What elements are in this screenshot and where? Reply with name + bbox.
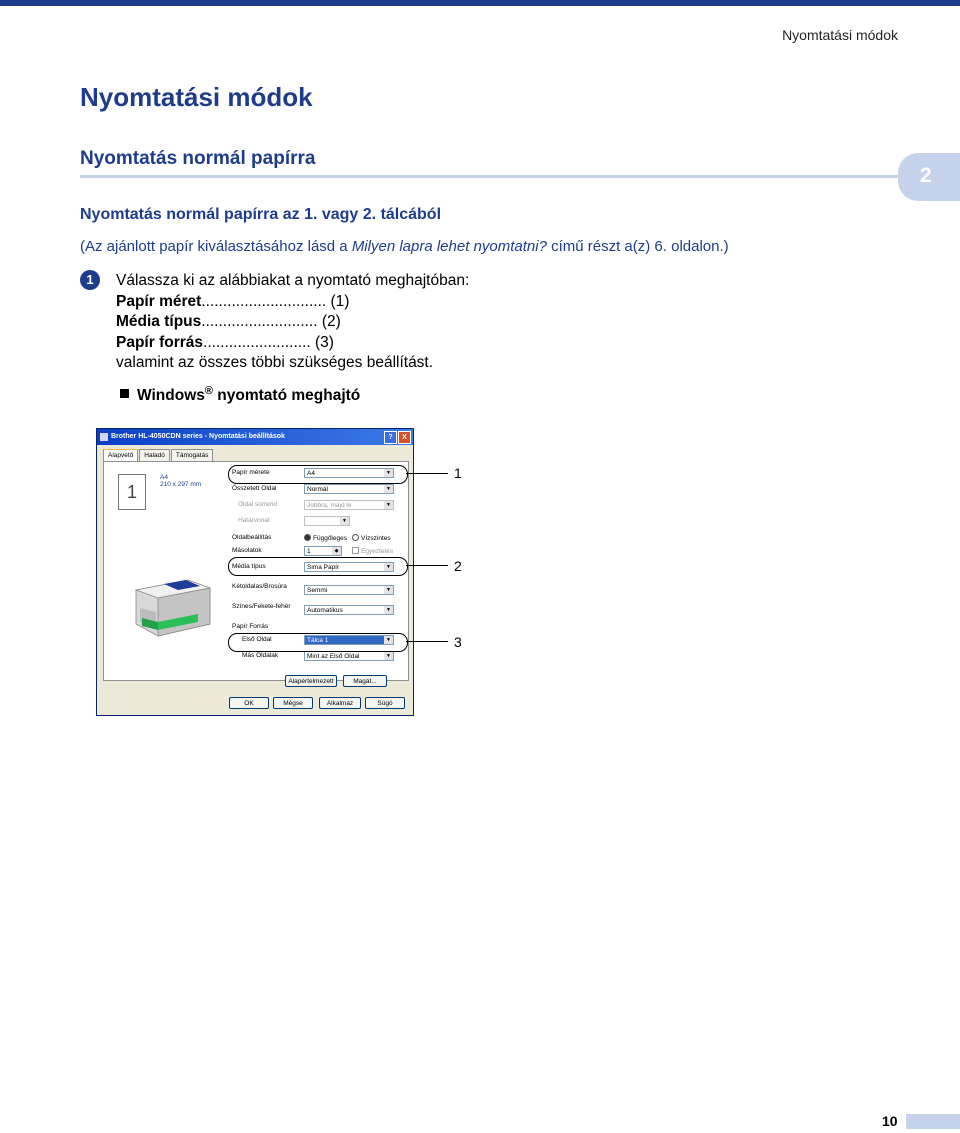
help-button[interactable]: Súgó	[365, 697, 405, 709]
portrait-radio[interactable]: Függőleges	[304, 534, 347, 542]
step-after: valamint az összes többi szükséges beállítást.	[116, 354, 434, 371]
highlight-paper-source	[228, 633, 408, 652]
callout-3: 3	[454, 634, 462, 650]
chevron-down-icon: ▼	[384, 586, 393, 594]
leader-line-3	[406, 641, 448, 642]
intro-text-after: című részt a(z) 6. oldalon.)	[546, 238, 729, 255]
dialog-titlebar	[97, 429, 413, 445]
orientation-row	[232, 533, 404, 545]
color-select[interactable]: Automatikus ▼	[304, 605, 394, 615]
step-body	[116, 271, 469, 374]
callout-2: 2	[454, 558, 462, 574]
chevron-down-icon: ▼	[384, 636, 393, 644]
chevron-down-icon: ▼	[340, 517, 349, 525]
paper-info: A4 210 x 297 mm	[160, 474, 202, 488]
paper-source-group-label: Papír Forrás	[232, 623, 269, 630]
step-text: Válassza ki az alábbiakat a nyomtató meghajtóban:	[116, 272, 470, 289]
about-button[interactable]: Magát...	[343, 675, 387, 687]
apply-button[interactable]: Alkalmaz	[319, 697, 361, 709]
collate-checkbox[interactable]: Egyeztetés	[352, 547, 393, 555]
chevron-down-icon: ▼	[384, 485, 393, 493]
duplex-label: Kétoldalas/Brosúra	[232, 583, 287, 590]
chevron-down-icon: ▼	[384, 563, 393, 571]
spinner-icon: ◆	[332, 547, 341, 555]
printer-app-icon	[100, 433, 108, 441]
orientation-label: Oldalbeállítás	[232, 534, 272, 541]
pages-row	[232, 484, 404, 496]
close-titlebar-button[interactable]: X	[398, 431, 411, 444]
border-label: Határvonal	[238, 517, 270, 524]
color-row	[232, 602, 404, 614]
media-type-label: Média típus	[232, 563, 266, 570]
leader-line-2	[406, 565, 448, 566]
page-order-select[interactable]: Jobbra, majd le ▼	[304, 500, 394, 510]
other-pages-label: Más Oldalak	[242, 652, 279, 659]
bullet-windows-driver: Windows® nyomtató meghajtó	[120, 385, 360, 405]
other-pages-select[interactable]: Mint az Első Oldal ▼	[304, 651, 394, 661]
chapter-number: 2	[920, 164, 932, 187]
step-item: Papír forrás......................... (3)	[116, 333, 334, 351]
copies-label: Másolatok	[232, 547, 262, 554]
printer-illustration	[128, 562, 216, 640]
page-title: Nyomtatási módok	[80, 82, 313, 112]
intro-paragraph	[80, 238, 729, 255]
page-order-row	[238, 500, 404, 512]
border-row	[238, 516, 404, 528]
square-bullet-icon	[120, 389, 129, 398]
chevron-down-icon: ▼	[384, 501, 393, 509]
callout-1: 1	[454, 465, 462, 481]
page-order-label: Oldal sorrend	[238, 501, 278, 508]
page-number: 10	[882, 1113, 898, 1129]
duplex-select[interactable]: Semmi ▼	[304, 585, 394, 595]
leader-line-1	[406, 473, 448, 474]
page-preview: 1	[118, 474, 146, 510]
paper-size-label: Papír mérete	[232, 469, 270, 476]
cancel-button[interactable]: Mégse	[273, 697, 313, 709]
color-label: Színes/Fekete-fehér	[232, 603, 291, 610]
highlight-paper-size	[228, 465, 408, 484]
other-pages-row	[242, 651, 404, 663]
intro-link[interactable]: Milyen lapra lehet nyomtatni?	[351, 238, 547, 255]
landscape-radio[interactable]: Vízszintes	[352, 534, 391, 542]
pages-select[interactable]: Normál ▼	[304, 484, 394, 494]
dialog-tabs	[103, 449, 214, 461]
dialog-title: Brother HL-4050CDN series - Nyomtatási beállítások	[111, 433, 285, 440]
chevron-down-icon: ▼	[384, 652, 393, 660]
highlight-media-type	[228, 557, 408, 576]
footer-bar	[906, 1114, 960, 1129]
media-type-select[interactable]: Sima Papír ▼	[304, 562, 394, 572]
pages-label: Összetett Oldal	[232, 485, 277, 492]
step-marker: 1	[80, 270, 100, 290]
chevron-down-icon: ▼	[384, 606, 393, 614]
tab-basic[interactable]: Alapvető	[103, 449, 138, 461]
intro-text-before: (Az ajánlott papír kiválasztásához lásd a	[80, 238, 352, 255]
top-rule	[0, 0, 960, 6]
step-item: Média típus........................... (2)	[116, 313, 341, 330]
defaults-button[interactable]: Alapértelmezett	[285, 675, 337, 687]
subsection-title: Nyomtatás normál papírra az 1. vagy 2. tálcából	[80, 206, 442, 223]
tab-support[interactable]: Támogatás	[171, 449, 214, 461]
first-page-select[interactable]: Tálca 1 ▼	[304, 635, 394, 645]
chevron-down-icon: ▼	[384, 469, 393, 477]
section-title: Nyomtatás normál papírra	[80, 148, 316, 169]
duplex-row	[232, 582, 404, 594]
border-select[interactable]	[304, 516, 350, 526]
running-header: Nyomtatási módok	[782, 27, 898, 43]
tab-advanced[interactable]: Haladó	[139, 449, 170, 461]
copies-stepper[interactable]: 1 ◆	[304, 546, 342, 556]
first-page-label: Első Oldal	[242, 636, 272, 643]
section-rule	[80, 175, 898, 178]
help-titlebar-button[interactable]: ?	[384, 431, 397, 444]
step-item: Papír méret............................. (1)	[116, 292, 350, 310]
paper-size-select[interactable]: A4 ▼	[304, 468, 394, 478]
ok-button[interactable]: OK	[229, 697, 269, 709]
